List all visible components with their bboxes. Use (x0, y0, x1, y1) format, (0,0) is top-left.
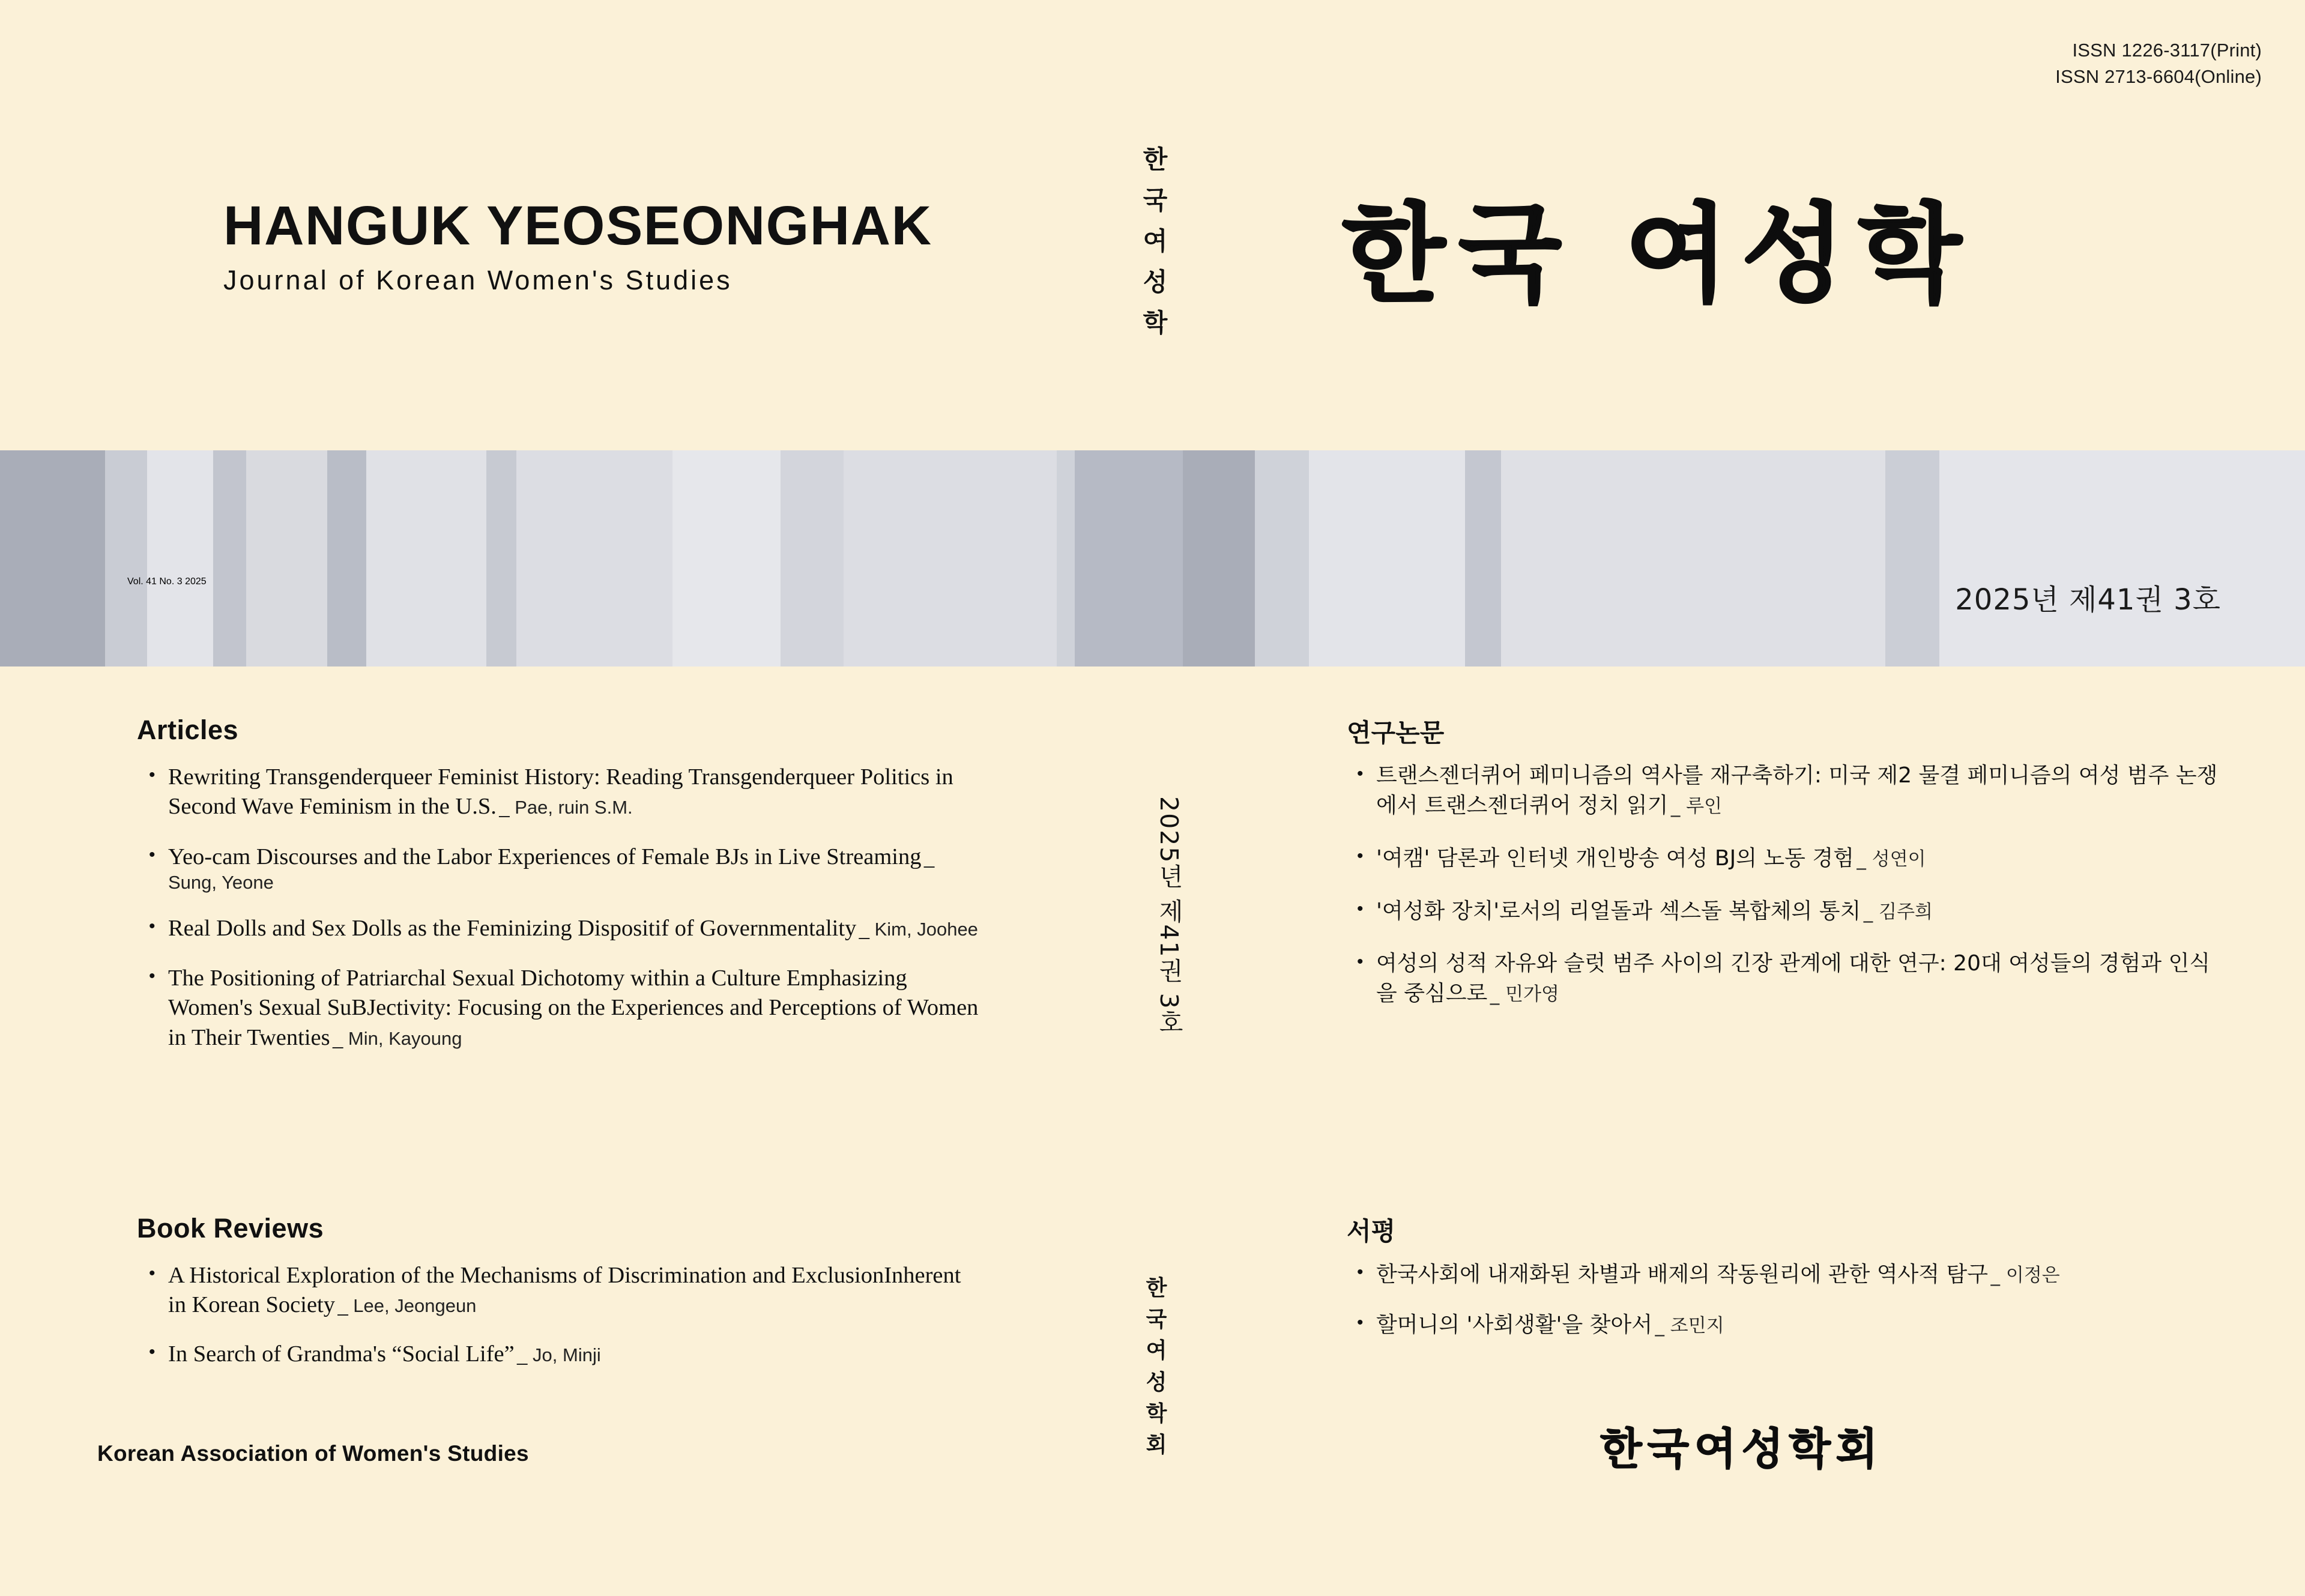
band-volume-ko: 2025년 제41권 3호 (1955, 583, 2221, 617)
spine-char-3: 여 (1143, 226, 1168, 256)
article-title: Yeo-cam Discourses and the Labor Experiences of Female BJs in Live Streaming (168, 844, 922, 869)
bullet-icon: • (149, 1263, 156, 1283)
issn-block (2055, 37, 2262, 90)
spine-assoc-char-2: 국 (1146, 1307, 1167, 1332)
spine-title-ko (1122, 139, 1188, 343)
article-title: Rewriting Transgenderqueer Feminist History: Reading Transgenderqueer Politics in Second Wave Feminism in the U.S. (168, 764, 953, 820)
spine-assoc-char-3: 여 (1146, 1338, 1167, 1364)
heading-articles-ko: 연구논문 (1347, 718, 1445, 748)
bullet-icon: • (149, 844, 156, 865)
band-shape-15 (1309, 450, 1465, 667)
band-shape-10 (781, 450, 844, 667)
list-reviews-en (144, 1261, 973, 1387)
masthead-english (223, 195, 932, 295)
list-articles-en (144, 763, 985, 1071)
article-author: _ 성연이 (1856, 848, 1926, 870)
band-shape-1 (0, 450, 105, 667)
spine-char-5: 학 (1143, 308, 1168, 338)
journal-title-ko: 한국 여성학 (1342, 192, 1975, 316)
band-volume-en: Vol. 41 No. 3 2025 (127, 576, 207, 587)
list-item (144, 1261, 973, 1320)
decorative-band (0, 450, 2305, 667)
spine-assoc-char-1: 한 (1146, 1276, 1167, 1301)
list-item (1352, 1310, 2229, 1340)
list-articles-ko (1352, 761, 2229, 1027)
article-author: _ Pae, ruin S.M. (499, 797, 633, 818)
review-title: A Historical Exploration of the Mechanisms of Discrimination and ExclusionInherent in Korean Society (168, 1263, 961, 1318)
bullet-icon: • (1357, 1262, 1364, 1282)
association-name-ko: 한국여성학회 (1600, 1424, 1884, 1474)
heading-articles-en: Articles (137, 715, 239, 745)
bullet-icon: • (1357, 1312, 1364, 1332)
spine-assoc-char-6: 회 (1146, 1432, 1167, 1457)
band-shape-18 (1885, 450, 1939, 667)
spine-char-4: 성 (1143, 267, 1168, 297)
article-author: _ Min, Kayoung (333, 1027, 462, 1049)
journal-title-en: HANGUK YEOSEONGHAK (223, 195, 932, 256)
bullet-icon: • (1357, 898, 1364, 919)
bullet-icon: • (1357, 951, 1364, 972)
list-item (1352, 949, 2229, 1009)
spine-char-2: 국 (1143, 186, 1168, 216)
article-title: 트랜스젠더퀴어 페미니즘의 역사를 재구축하기: 미국 제2 물결 페미니즘의 여성 범주 논쟁에서 트랜스젠더퀴어 정치 읽기 (1376, 763, 2218, 818)
journal-subtitle-en: Journal of Korean Women's Studies (223, 265, 733, 295)
band-shape-9 (672, 450, 781, 667)
bullet-icon: • (149, 966, 156, 987)
review-author: _ 조민지 (1655, 1314, 1724, 1337)
bullet-icon: • (1357, 845, 1364, 866)
article-title: '여캠' 담론과 인터넷 개인방송 여성 BJ의 노동 경험 (1376, 845, 1854, 871)
list-item (144, 842, 985, 893)
list-item (1352, 1260, 2229, 1290)
article-author: _ 김주희 (1863, 901, 1933, 923)
review-author: _ 이정은 (1990, 1265, 2060, 1286)
issn-online: ISSN 2713-6604(Online) (2055, 66, 2262, 88)
spine-char-1: 한 (1143, 145, 1168, 174)
article-author: _ 루인 (1670, 795, 1723, 817)
issn-print: ISSN 1226-3117(Print) (2072, 40, 2262, 61)
article-title: '여성화 장치'로서의 리얼돌과 섹스돌 복합체의 통치 (1376, 898, 1861, 923)
band-shape-14 (1255, 450, 1309, 667)
band-shape-7 (366, 450, 486, 667)
band-shape-2 (105, 450, 147, 667)
heading-reviews-en: Book Reviews (137, 1213, 324, 1244)
band-shape-16 (1465, 450, 1501, 667)
band-shape-5 (246, 450, 327, 667)
article-author: _ Sung, Yeone (168, 847, 935, 893)
list-item (144, 964, 985, 1053)
bullet-icon: • (149, 916, 156, 936)
heading-reviews-ko: 서평 (1347, 1217, 1396, 1246)
band-shape-17 (1501, 450, 1885, 667)
association-name-en: Korean Association of Women's Studies (97, 1441, 529, 1466)
article-title: The Positioning of Patriarchal Sexual Dichotomy within a Culture Emphasizing Women's Sexual SuBJectivity: Focusing on the Experiences and Perceptions of Women in Their Twenties (168, 966, 979, 1050)
band-shape-4 (213, 450, 246, 667)
list-item (1352, 761, 2229, 821)
spine-volume-ko: 2025년 제41권 3호 (1155, 796, 1183, 1036)
article-author: _ Kim, Joohee (859, 918, 978, 940)
band-shape-6 (327, 450, 366, 667)
bullet-icon: • (149, 765, 156, 785)
list-item (1352, 844, 2229, 874)
article-title: Real Dolls and Sex Dolls as the Feminizing Dispositif of Governmentality (168, 915, 857, 941)
spine-association-ko (1126, 1273, 1186, 1461)
spine-assoc-char-4: 성 (1146, 1370, 1167, 1395)
band-shape-19 (1939, 450, 2305, 667)
review-author: _ Jo, Minji (517, 1344, 601, 1365)
article-title: 여성의 성적 자유와 슬럿 범주 사이의 긴장 관계에 대한 연구: 20대 여성들의 경험과 인식을 중심으로 (1376, 951, 2211, 1006)
bullet-icon: • (1357, 764, 1364, 784)
list-item (1352, 896, 2229, 926)
review-title: In Search of Grandma's “Social Life” (168, 1341, 515, 1367)
list-item (144, 763, 985, 822)
list-item (144, 914, 985, 943)
list-reviews-ko (1352, 1260, 2229, 1358)
list-item (144, 1340, 973, 1369)
band-shape-13 (1183, 450, 1255, 667)
review-title: 할머니의 '사회생활'을 찾아서 (1376, 1312, 1652, 1337)
band-shape-12 (1075, 450, 1183, 667)
band-shape-8 (486, 450, 516, 667)
review-author: _ Lee, Jeongeun (337, 1295, 477, 1317)
band-shape-3 (147, 450, 213, 667)
bullet-icon: • (149, 1341, 156, 1362)
article-author: _ 민가영 (1490, 983, 1559, 1005)
review-title: 한국사회에 내재화된 차별과 배제의 작동원리에 관한 역사적 탐구 (1376, 1262, 1989, 1287)
spine-assoc-char-5: 학 (1146, 1401, 1167, 1426)
